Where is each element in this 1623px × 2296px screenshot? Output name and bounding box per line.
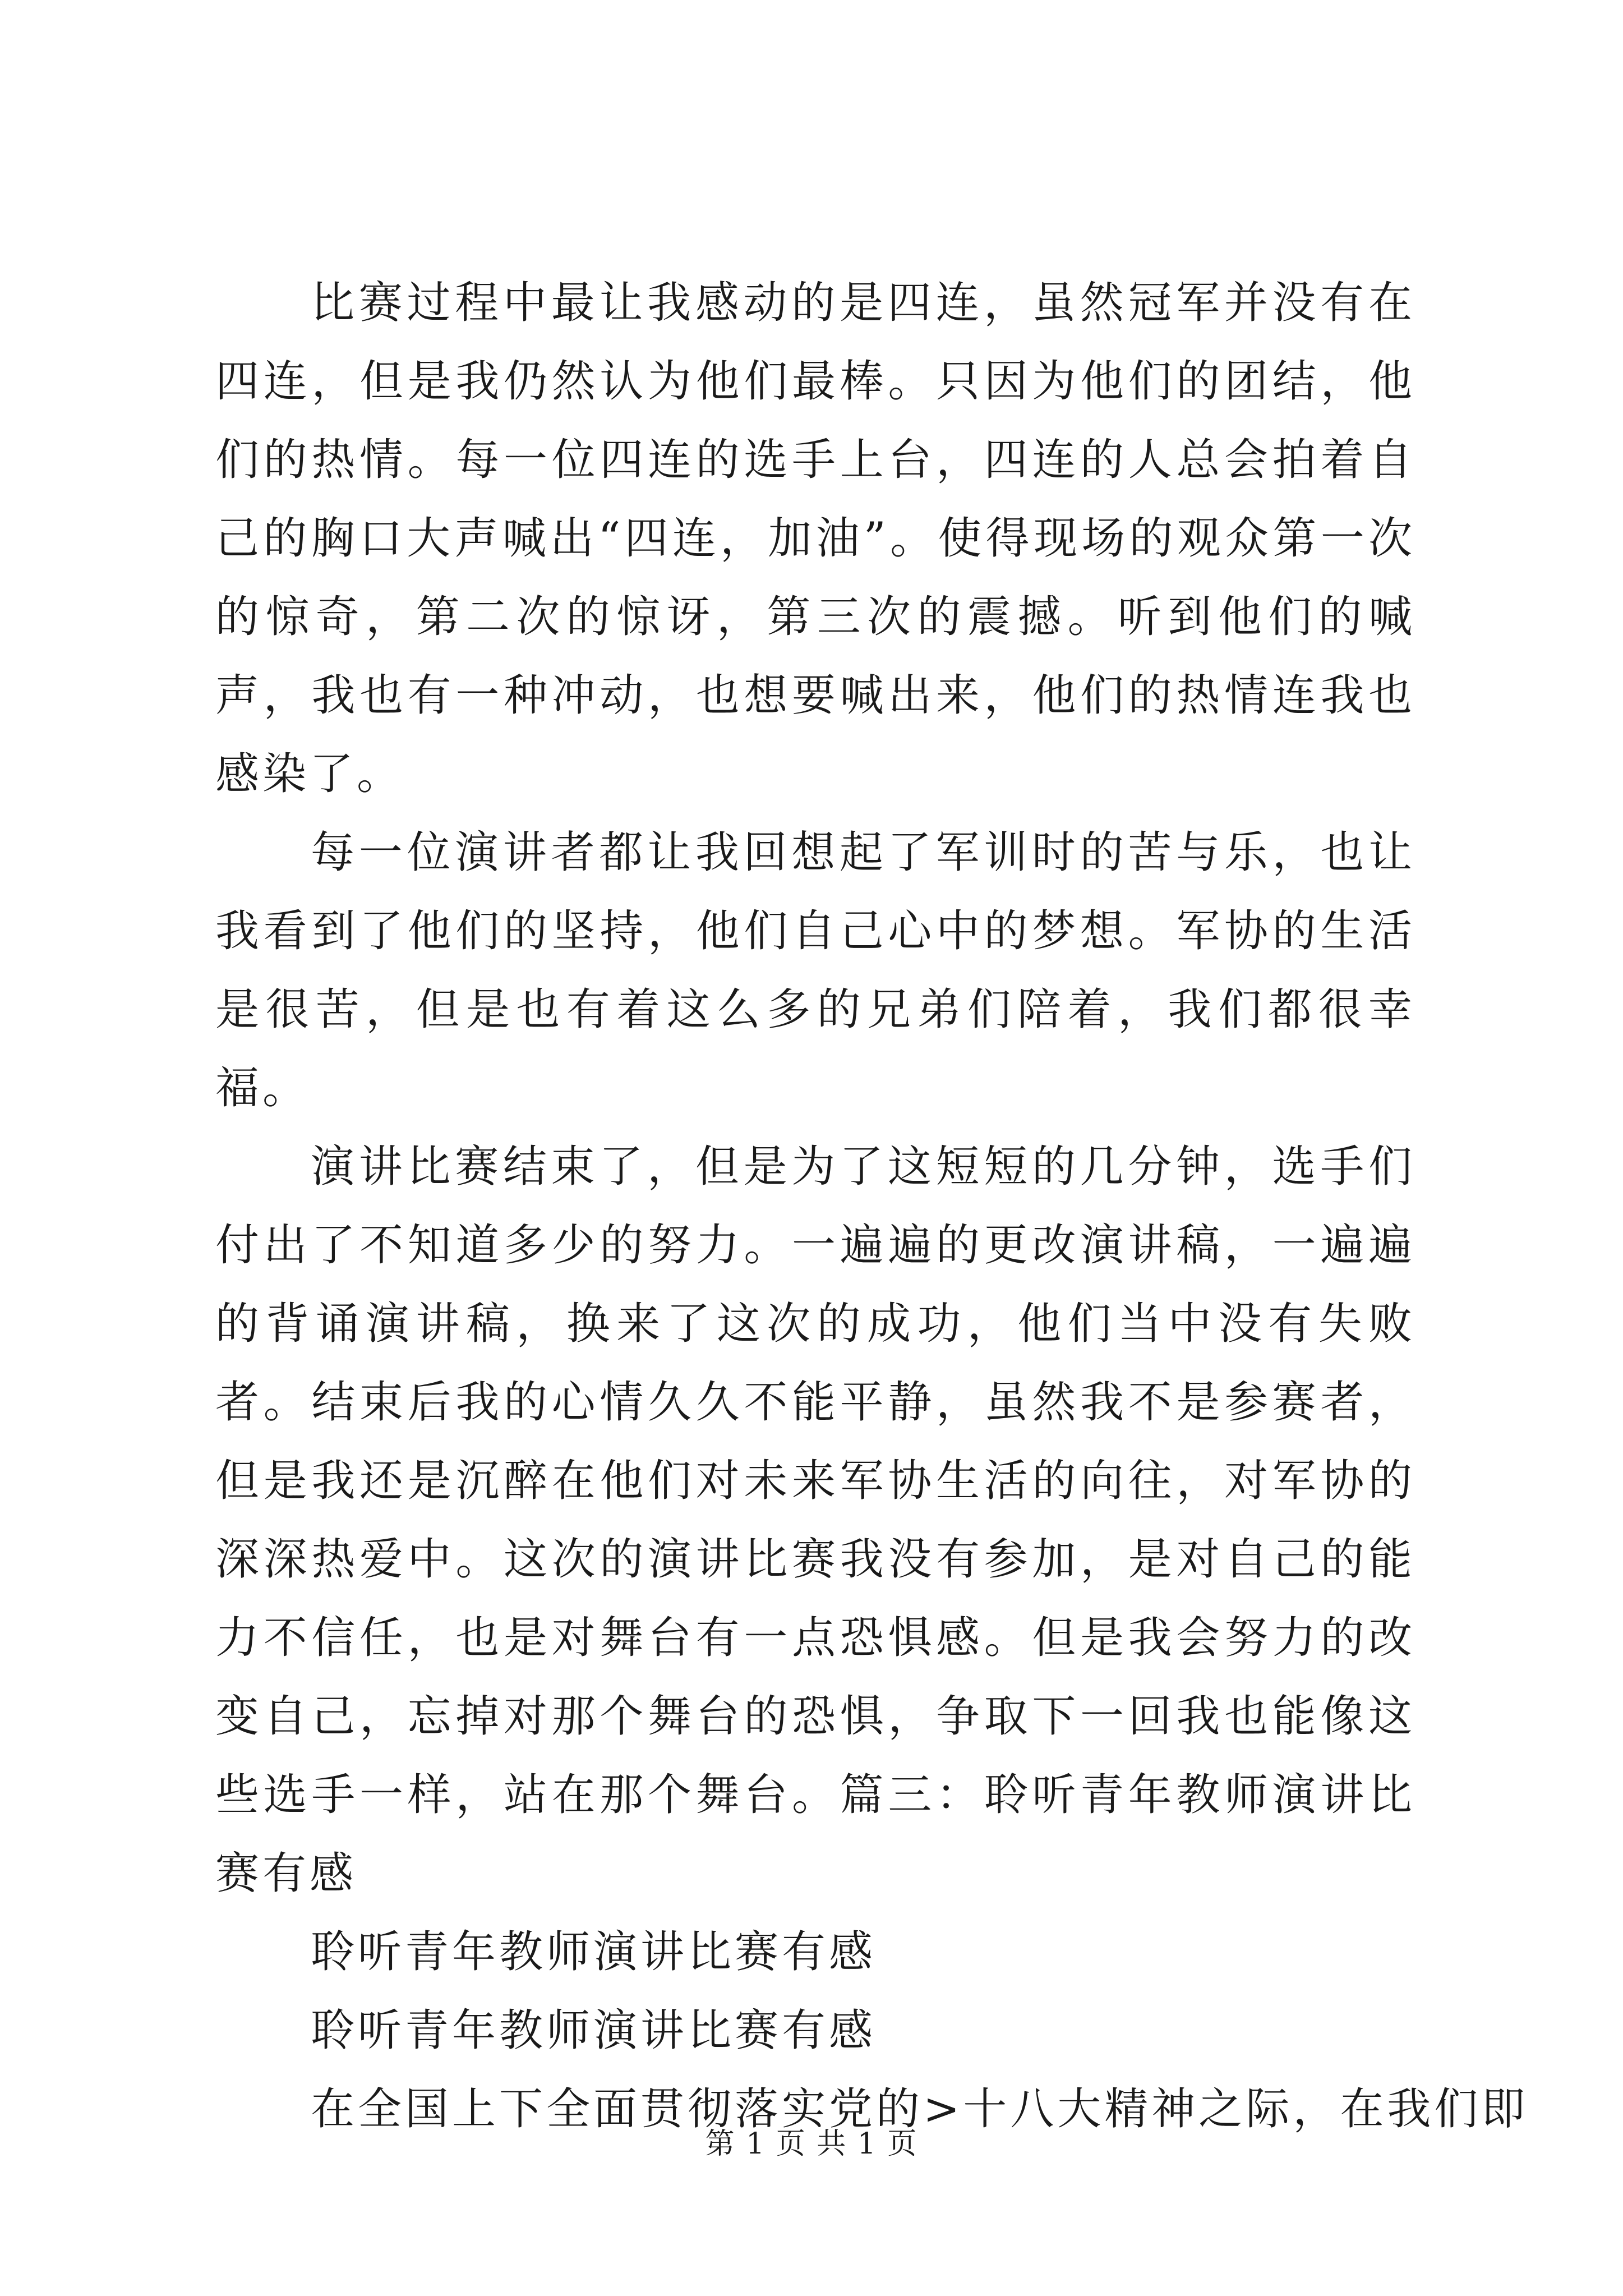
paragraph-competition-end: 演讲比赛结束了，但是为了这短短的几分钟，选手们付出了不知道多少的努力。一遍遍的更改演讲稿，一遍遍的背诵演讲稿，换来了这次的成功，他们当中没有失败者。结束后我的心情久久不能平静，虽然我不是参赛者，但是我还是沉醉在他们对未来军协生活的向往，对军协的深深热爱中。这次的演讲比赛我没有参加，是对自己的能力不信任，也是对舞台有一点恐惧感。但是我会努力的改变自己，忘掉对那个舞台的恐惧，争取下一回我也能像这些选手一样，站在那个舞台。篇三：聆听青年教师演讲比赛有感 [215,1142,1415,1899]
paragraph-opening: 在全国上下全面贯彻落实党的>十八大精神之际，在我们即 [311,2084,1529,2134]
section-heading-1: 聆听青年教师演讲比赛有感 [311,1927,877,1977]
paragraph-speakers: 每一位演讲者都让我回想起了军训时的苦与乐，也让我看到了他们的坚持，他们自己心中的梦想。军协的生活是很苦，但是也有着这么多的兄弟们陪着，我们都很幸福。 [215,827,1415,1114]
document-body [215,264,1529,2148]
paragraph-fourth-company: 比赛过程中最让我感动的是四连，虽然冠军并没有在四连，但是我仍然认为他们最棒。只因为他们的团结，他们的热情。每一位四连的选手上台，四连的人总会拍着自己的胸口大声喊出“四连，加油”。使得现场的观众第一次的惊奇，第二次的惊讶，第三次的震撼。听到他们的喊声，我也有一种冲动，也想要喊出来，他们的热情连我也感染了。 [215,278,1415,799]
section-heading-2: 聆听青年教师演讲比赛有感 [311,2005,877,2056]
page-footer: 第 1 页 共 1 页 [705,2127,918,2161]
